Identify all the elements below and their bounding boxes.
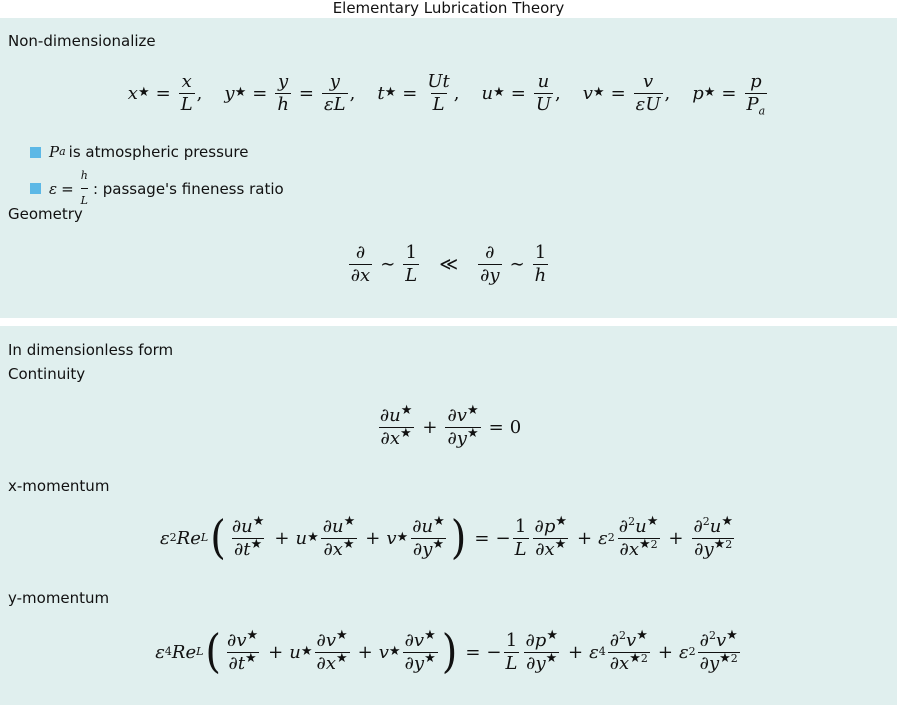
geometry-equation: $\frac{\partial}{\partial x}$ ∼ $\frac{1}{L}$ ≪ $\frac{\partial}{\partial y}$ ∼ $\frac{1}{h}$ <box>350 241 547 286</box>
x-momentum-heading: x-momentum <box>8 477 110 495</box>
y-momentum-equation: ε 4 Re L ( $\frac{\partial v^★}{\partial t^★}$ + u ★ $\frac{\partial v^★}{\partial x^★}$ + v ★ $\frac{\partial v^★}{\partial y^★}$ ) = − $\frac{1}{L}$ $\frac{\partial p^★}{\partial y^★}$ + ε 4 $\frac{\partial^2v^★}{\partial x^{★2}}$ + ε 2 $\frac{\partial^2v^★}{\partial y^{★2}}$ <box>155 625 738 679</box>
scaling-equations: x ★ = $\frac{x}{L}$ , y ★ = $\frac{y}{h}$ = $\frac{y}{\varepsilon L}$ , t ★ = $\frac{Ut}{L}$ , u ★ = $\frac{u}{U}$ , v ★ = $\frac{v}{\varepsilon U}$ , p ★ = $\frac{p}{P_a}$ <box>127 70 766 118</box>
list-item: P a is atmospheric pressure <box>30 140 284 164</box>
nondimensionalize-heading: Non-dimensionalize <box>8 32 156 50</box>
bullet-icon <box>30 147 41 158</box>
nondimensionalize-panel <box>0 18 897 318</box>
bullet-icon <box>30 183 41 194</box>
dimensionless-heading: In dimensionless form <box>8 341 174 359</box>
page-title: Elementary Lubrication Theory <box>332 0 565 17</box>
continuity-heading: Continuity <box>8 365 86 383</box>
x-momentum-equation: ε 2 Re L ( $\frac{\partial u^★}{\partial t^★}$ + u ★ $\frac{\partial u^★}{\partial x^★}$ + v ★ $\frac{\partial u^★}{\partial y^★}$ ) = − $\frac{1}{L}$ $\frac{\partial p^★}{\partial x^★}$ + ε 2 $\frac{\partial^2u^★}{\partial x^{★2}}$ + $\frac{\partial^2u^★}{\partial y^{★2}}$ <box>160 511 733 565</box>
bullet-list <box>30 140 284 213</box>
list-item: ε = $\frac{h}{L}$ : passage's fineness ratio <box>30 164 284 213</box>
geometry-heading: Geometry <box>8 205 83 223</box>
y-momentum-heading: y-momentum <box>8 589 110 607</box>
dimensionless-form-panel <box>0 326 897 705</box>
continuity-equation: $\frac{\partial u^★}{\partial x^★}$ + $\frac{\partial v^★}{\partial y^★}$ = 0 <box>379 402 522 449</box>
